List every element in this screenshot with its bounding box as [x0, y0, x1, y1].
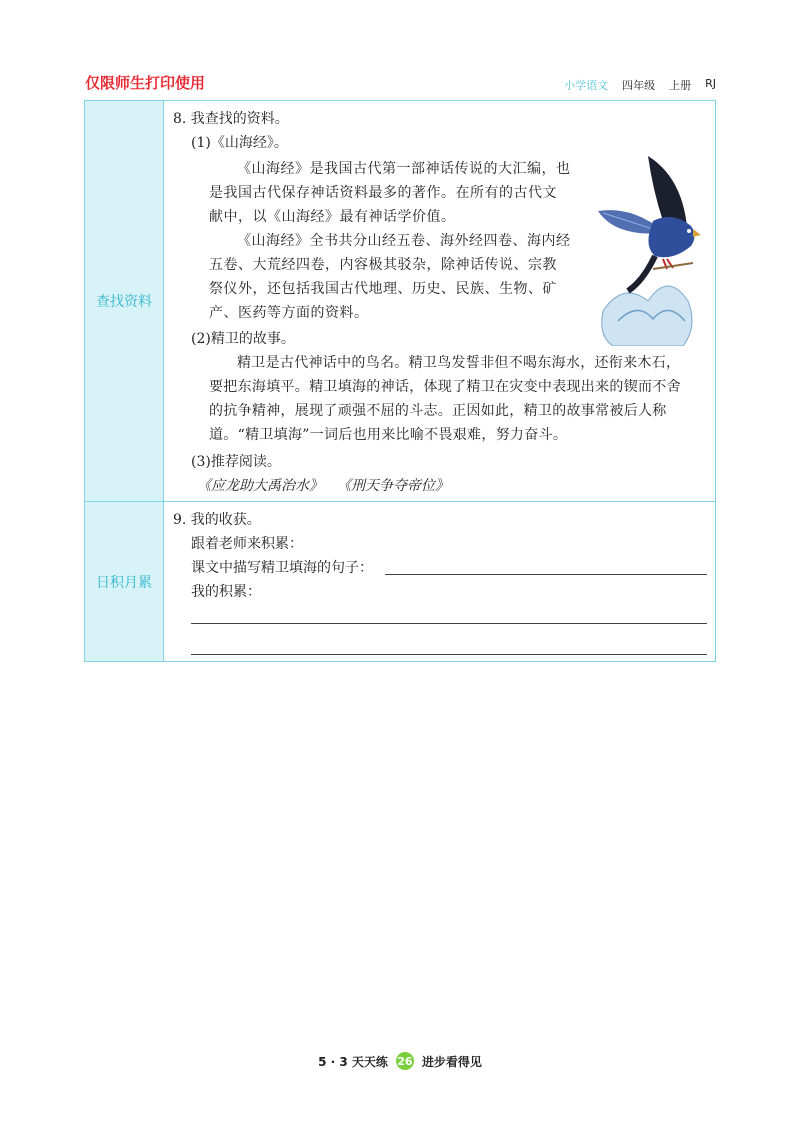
section-label-accumulation: 日积月累	[85, 502, 164, 661]
recommended-books	[197, 474, 449, 498]
book-title: 《应龙助大禹治水》	[197, 478, 323, 494]
answer-line[interactable]	[191, 654, 707, 655]
answer-line[interactable]	[385, 574, 707, 575]
book-title: 《刑天争夺帝位》	[337, 478, 449, 494]
subject-label: 小学语文	[564, 79, 609, 92]
paragraph-shanhaijing-2: 《山海经》全书共分山经五卷、海外经四卷、海内经五卷、大荒经四卷，内容极其驳杂，除神话传说、宗教祭仪外，还包括我国古代地理、历史、民族、生物、矿产、医药等方面的资料。	[209, 233, 571, 321]
paragraph-jingwei: 精卫是古代神话中的鸟名。精卫鸟发誓非但不喝东海水，还衔来木石，要把东海填平。精卫填海的神话，体现了精卫在灾变中表现出来的锲而不舍的抗争精神，展现了顽强不屈的斗志。正因如此，精卫的故事常被后人称道。“精卫填海”一词后也用来比喻不畏艰难，努力奋斗。	[209, 355, 681, 443]
sub-title-reading: (3)推荐阅读。	[191, 454, 281, 470]
edition-label: RJ	[705, 77, 716, 90]
my-accumulation-label: 我的积累：	[191, 584, 261, 600]
term-label: 上册	[669, 79, 692, 92]
paragraph-shanhaijing-1: 《山海经》是我国古代第一部神话传说的大汇编，也是我国古代保存神话资料最多的著作。在所有的古代文献中，以《山海经》最有神话学价值。	[209, 161, 571, 225]
grade-label: 四年级	[622, 79, 656, 92]
header-meta	[564, 77, 716, 93]
jingwei-bird-illustration	[593, 151, 703, 346]
accumulation-section	[84, 501, 716, 662]
worksheet-table	[84, 100, 716, 662]
accumulation-content	[173, 502, 705, 661]
page-footer	[0, 1052, 800, 1070]
footer-slogan: 进步看得见	[421, 1054, 482, 1069]
teacher-accumulation-label: 跟着老师来积累：	[191, 536, 303, 552]
sub-title-jingwei: (2)精卫的故事。	[191, 331, 295, 347]
question-8: 8. 我查找的资料。	[173, 111, 289, 127]
footer-brand: 5 · 3 天天练	[318, 1054, 388, 1069]
answer-line[interactable]	[191, 623, 707, 624]
research-section	[84, 100, 716, 502]
question-9: 9. 我的收获。	[173, 512, 261, 528]
page-number-badge: 26	[396, 1052, 414, 1070]
section-label-research: 查找资料	[85, 101, 164, 501]
text-sentence-label: 课文中描写精卫填海的句子：	[191, 560, 373, 576]
print-watermark: 仅限师生打印使用	[85, 74, 206, 92]
sub-title-shanhaijing: (1)《山海经》。	[191, 135, 288, 151]
